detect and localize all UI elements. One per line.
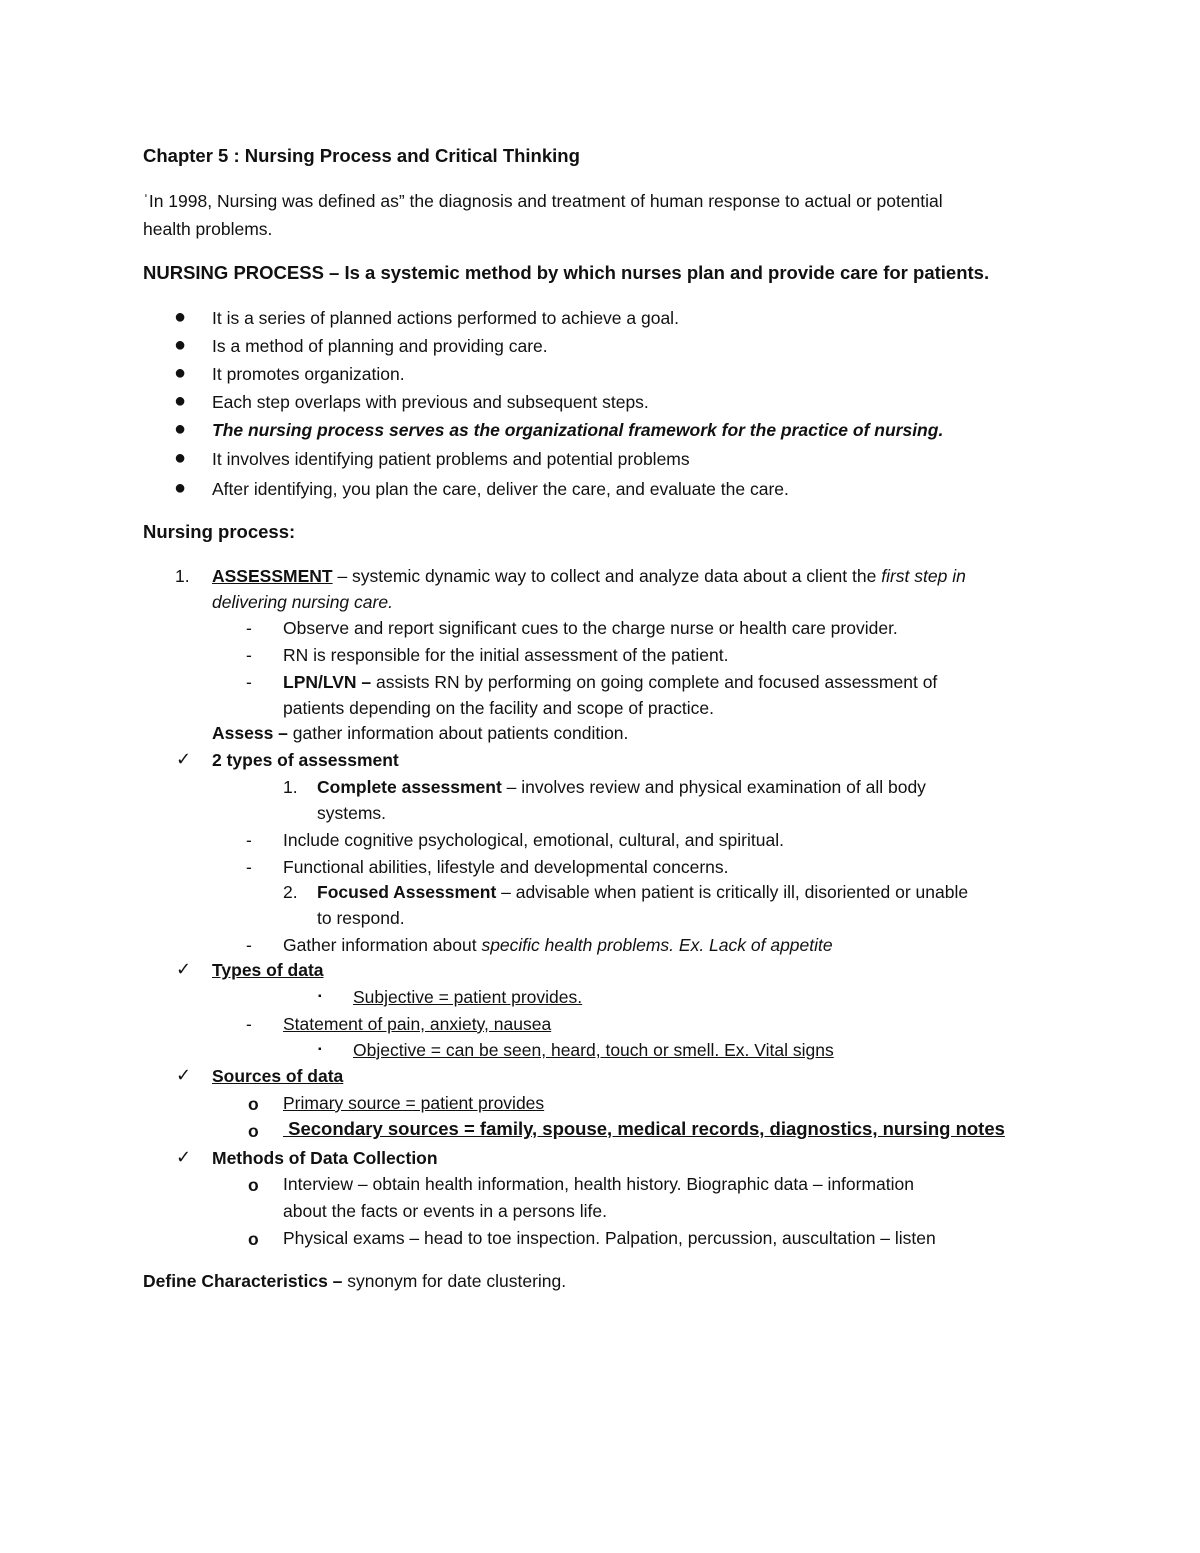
bullet-icon: ● [174,477,187,499]
list-item: After identifying, you plan the care, deliver the care, and evaluate the care. [212,479,789,499]
types-of-assessment-heading: 2 types of assessment [212,750,399,770]
complete-sub-item: Include cognitive psychological, emotional, cultural, and spiritual. [283,830,784,850]
focused-assessment-desc-line-2: to respond. [317,908,405,928]
assess-line [212,722,628,744]
lpn-term: LPN/LVN – [283,672,372,692]
complete-assessment-desc-line-2: systems. [317,803,387,823]
focused-assessment-desc: – advisable when patient is critically ill, disoriented or unable [496,882,969,902]
subjective-item: Subjective = patient provides. [353,987,583,1007]
focused-assessment-term: Focused Assessment [317,882,497,902]
circle-bullet-icon: o [248,1121,259,1141]
secondary-source-item: Secondary sources = family, spouse, medical records, diagnostics, nursing notes [283,1118,1005,1139]
checkmark-icon: ✓ [176,749,192,769]
focused-sub-italic: specific health problems. Ex. Lack of appetite [481,935,833,955]
lpn-desc: assists RN by performing on going complete and focused assessment of [371,672,938,692]
define-term: Define Characteristics – [143,1271,343,1291]
list-number: 1. [175,566,190,586]
methods-heading: Methods of Data Collection [212,1148,438,1168]
square-bullet-icon: ▪ [318,1044,322,1055]
dash-icon: - [246,618,252,638]
circle-bullet-icon: o [248,1175,259,1195]
checkmark-icon: ✓ [176,1147,192,1167]
list-item: Is a method of planning and providing care. [212,336,548,356]
list-item: It is a series of planned actions performed to achieve a goal. [212,308,679,328]
assessment-desc: – systemic dynamic way to collect and analyze data about a client the [332,566,882,586]
dash-icon: - [246,830,252,850]
list-item: It promotes organization. [212,364,405,384]
sources-of-data-heading: Sources of data [212,1066,344,1086]
focused-assessment-line [317,881,968,903]
bullet-icon: ● [174,447,187,469]
primary-source-item: Primary source = patient provides [283,1093,545,1113]
list-item-emphasis: The nursing process serves as the organizational framework for the practice of nursing. [212,420,944,440]
complete-assessment-desc: – involves review and physical examination of all body [501,777,926,797]
dash-icon: - [246,645,252,665]
page-title: Chapter 5 : Nursing Process and Critical Thinking [143,145,580,166]
statement-item: Statement of pain, anxiety, nausea [283,1014,552,1034]
lpn-desc-line-2: patients depending on the facility and scope of practice. [283,698,714,718]
types-of-data-heading: Types of data [212,960,324,980]
square-bullet-icon: ▪ [318,991,322,1002]
nursing-process-subheading: Nursing process: [143,521,296,542]
assessment-term: ASSESSMENT [212,566,333,586]
assessment-sub-item: RN is responsible for the initial assessment of the patient. [283,645,729,665]
bullet-icon: ● [174,390,187,412]
assess-desc: gather information about patients condition. [287,723,629,743]
circle-bullet-icon: o [248,1229,259,1249]
complete-assessment-term: Complete assessment [317,777,502,797]
intro-line-2: health problems. [143,219,273,239]
nursing-process-heading: NURSING PROCESS – Is a systemic method by which nurses plan and provide care for patients. [143,262,990,283]
list-number: 1. [283,777,298,797]
focused-sub-plain: Gather information about [283,935,482,955]
interview-item-line-2: about the facts or events in a persons life. [283,1201,607,1221]
complete-sub-item: Functional abilities, lifestyle and developmental concerns. [283,857,729,877]
complete-assessment-line [317,776,926,798]
list-item: It involves identifying patient problems and potential problems [212,449,690,469]
bullet-icon: ● [174,362,187,384]
list-item: Each step overlaps with previous and subsequent steps. [212,392,649,412]
bullet-icon: ● [174,334,187,356]
interview-item: Interview – obtain health information, health history. Biographic data – information [283,1174,915,1194]
focused-sub-item [283,934,833,956]
physical-exam-item: Physical exams – head to toe inspection. Palpation, percussion, auscultation – listen [283,1228,936,1248]
dash-icon: - [246,672,252,692]
objective-item: Objective = can be seen, heard, touch or smell. Ex. Vital signs [353,1040,834,1060]
assess-term: Assess – [212,723,288,743]
assessment-sub-item: Observe and report significant cues to the charge nurse or health care provider. [283,618,898,638]
bullet-icon: ● [174,306,187,328]
dash-icon: - [246,1014,252,1034]
dash-icon: - [246,857,252,877]
define-desc: synonym for date clustering. [342,1271,567,1291]
assessment-line [212,565,966,587]
checkmark-icon: ✓ [176,1065,192,1085]
lpn-line [283,671,937,693]
intro-line-1: ˈIn 1998, Nursing was defined as” the diagnosis and treatment of human response to actual or potential [143,191,943,211]
dash-icon: - [246,935,252,955]
bullet-icon: ● [174,418,187,440]
checkmark-icon: ✓ [176,959,192,979]
list-number: 2. [283,882,298,902]
assessment-desc-italic: first step in [881,566,966,586]
circle-bullet-icon: o [248,1094,259,1114]
assessment-desc-line-2: delivering nursing care. [212,592,393,612]
define-characteristics-line [143,1270,566,1292]
